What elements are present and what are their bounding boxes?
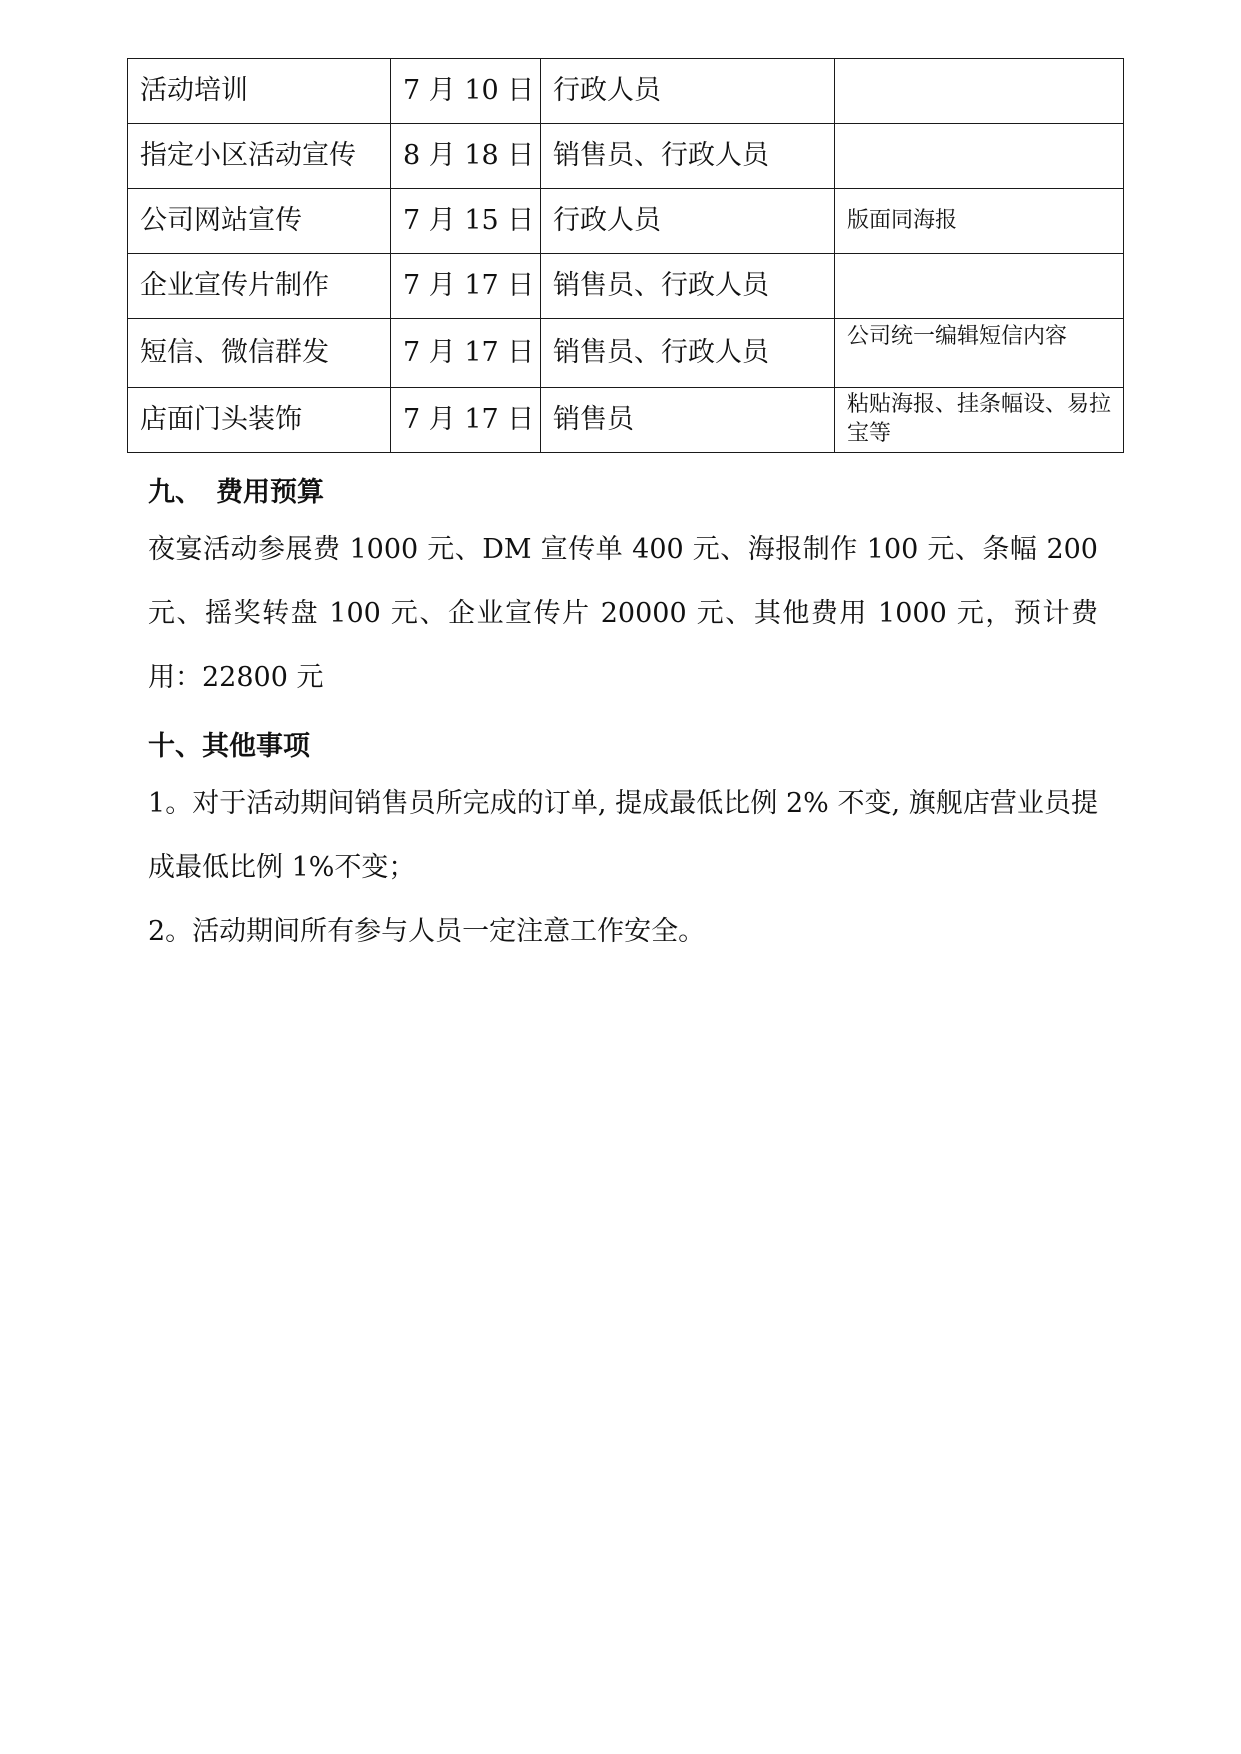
budget-heading-text: 费用预算	[216, 477, 324, 508]
task-cell: 企业宣传片制作	[128, 254, 391, 319]
date-cell: 7 月 10 日	[391, 59, 541, 124]
date-cell: 7 月 17 日	[391, 319, 541, 388]
budget-heading-number: 九、	[148, 477, 202, 508]
staff-cell: 销售员、行政人员	[541, 319, 835, 388]
table-row	[128, 388, 1124, 453]
staff-cell: 销售员、行政人员	[541, 124, 835, 189]
task-cell: 指定小区活动宣传	[128, 124, 391, 189]
staff-cell: 行政人员	[541, 189, 835, 254]
budget-paragraph: 夜宴活动参展费 1000 元、DM 宣传单 400 元、海报制作 100 元、条幅 200 元、摇奖转盘 100 元、企业宣传片 20000 元、其他费用 1000 元，预计费用：22800 元	[148, 534, 1098, 693]
note-cell: 公司统一编辑短信内容	[835, 319, 1124, 388]
table-row	[128, 319, 1124, 388]
other-item-1: 1。对于活动期间销售员所完成的订单, 提成最低比例 2% 不变, 旗舰店营业员提成最低比例 1%不变；	[148, 788, 1098, 883]
other-item-2: 2。活动期间所有参与人员一定注意工作安全。	[148, 916, 706, 947]
schedule-table	[127, 58, 1124, 453]
task-cell: 活动培训	[128, 59, 391, 124]
note-cell	[835, 59, 1124, 124]
note-cell: 版面同海报	[835, 189, 1124, 254]
date-cell: 7 月 17 日	[391, 254, 541, 319]
note-cell	[835, 254, 1124, 319]
note-cell: 粘贴海报、挂条幅设、易拉宝等	[835, 388, 1124, 453]
note-cell	[835, 124, 1124, 189]
table-row	[128, 189, 1124, 254]
table-row	[128, 59, 1124, 124]
staff-cell: 行政人员	[541, 59, 835, 124]
task-cell: 短信、微信群发	[128, 319, 391, 388]
staff-cell: 销售员	[541, 388, 835, 453]
other-heading: 十、其他事项	[148, 731, 310, 762]
task-cell: 公司网站宣传	[128, 189, 391, 254]
staff-cell: 销售员、行政人员	[541, 254, 835, 319]
date-cell: 8 月 18 日	[391, 124, 541, 189]
table-row	[128, 124, 1124, 189]
budget-heading	[148, 470, 324, 509]
table-row	[128, 254, 1124, 319]
date-cell: 7 月 17 日	[391, 388, 541, 453]
date-cell: 7 月 15 日	[391, 189, 541, 254]
task-cell: 店面门头装饰	[128, 388, 391, 453]
